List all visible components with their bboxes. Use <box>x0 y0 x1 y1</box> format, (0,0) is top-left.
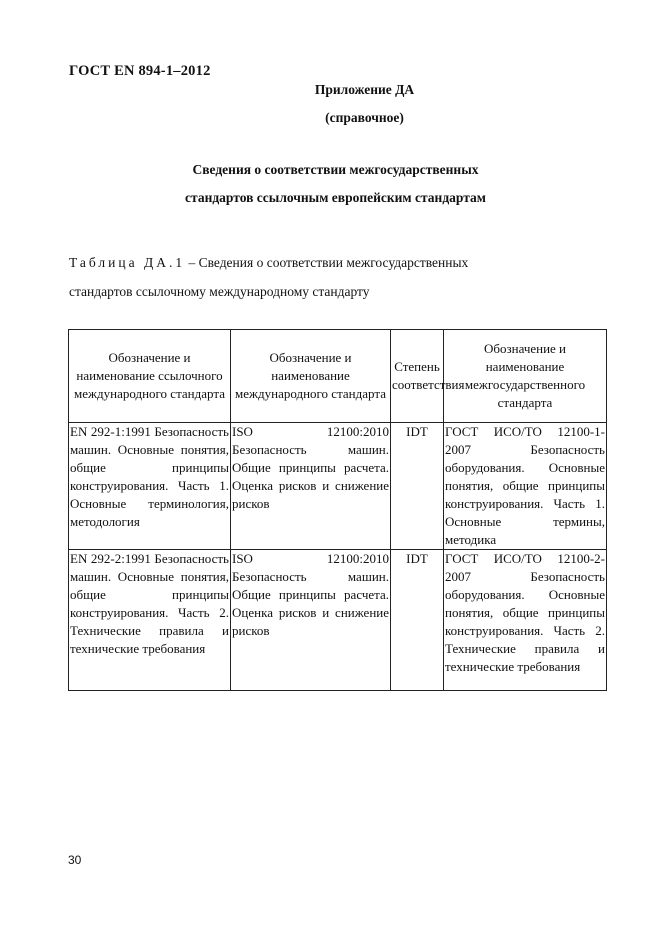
document-id: ГОСТ EN 894-1–2012 <box>69 63 211 79</box>
table-header-row <box>69 330 607 423</box>
table-row <box>69 423 607 550</box>
cell-intl-text: ISO 12100:2010 Безопасность машин. Общие принципы расчета. Оценка рисков и снижение рисков <box>232 551 389 638</box>
cell-degree-text: IDT <box>406 551 428 566</box>
section-heading-line1: Сведения о соответствии межгосударственных <box>192 162 479 177</box>
page-number: 30 <box>68 853 82 867</box>
cell-interstate <box>444 550 607 691</box>
cell-degree <box>391 550 444 691</box>
cell-interstate: ГОСТ ИСО/ТО 12100-1-2007 Безопасность оборудования. Основные понятия, общие принципы конструирования. Часть 1. Основные термины, методика <box>444 423 607 550</box>
annex-subtitle: (справочное) <box>325 110 404 125</box>
table-caption-line2: стандартов ссылочному международному стандарту <box>69 284 370 299</box>
cell-ref-text: EN 292-2:1991 Безопасность машин. Основные понятия, общие принципы конструирования. Часть 2. Технические правила и технические требования <box>70 551 229 656</box>
cell-interstate-text: ГОСТ ИСО/ТО 12100-2-2007 Безопасность оборудования. Основные понятия, общие принципы конструирования. Часть 2. Технические правила и технические требования <box>445 551 605 674</box>
annex-title: Приложение ДА <box>314 82 415 97</box>
col-header-degree: Степень соответствия <box>391 330 444 423</box>
cell-ref: EN 292-1:1991 Безопасность машин. Основные понятия, общие принципы конструирования. Часть 1. Основные терминология, методология <box>69 423 231 550</box>
standards-table <box>68 329 607 691</box>
table-row <box>69 550 607 691</box>
col-header-interstate: Обозначение и наименование межгосударственного стандарта <box>444 330 607 423</box>
table-caption-text: – Сведения о соответствии межгосударственных <box>185 255 469 270</box>
cell-intl: ISO 12100:2010 Безопасность машин. Общие принципы расчета. Оценка рисков и снижение рисков <box>231 423 391 550</box>
table-caption <box>69 255 468 271</box>
section-heading-line2: стандартов ссылочным европейским стандартам <box>185 190 486 205</box>
col-header-ref: Обозначение и наименование ссылочного международного стандарта <box>69 330 231 423</box>
col-header-intl: Обозначение и наименование международного стандарта <box>231 330 391 423</box>
cell-degree: IDT <box>391 423 444 550</box>
table-caption-label: Таблица ДА.1 <box>69 255 186 270</box>
cell-intl <box>231 550 391 691</box>
cell-ref <box>69 550 231 691</box>
